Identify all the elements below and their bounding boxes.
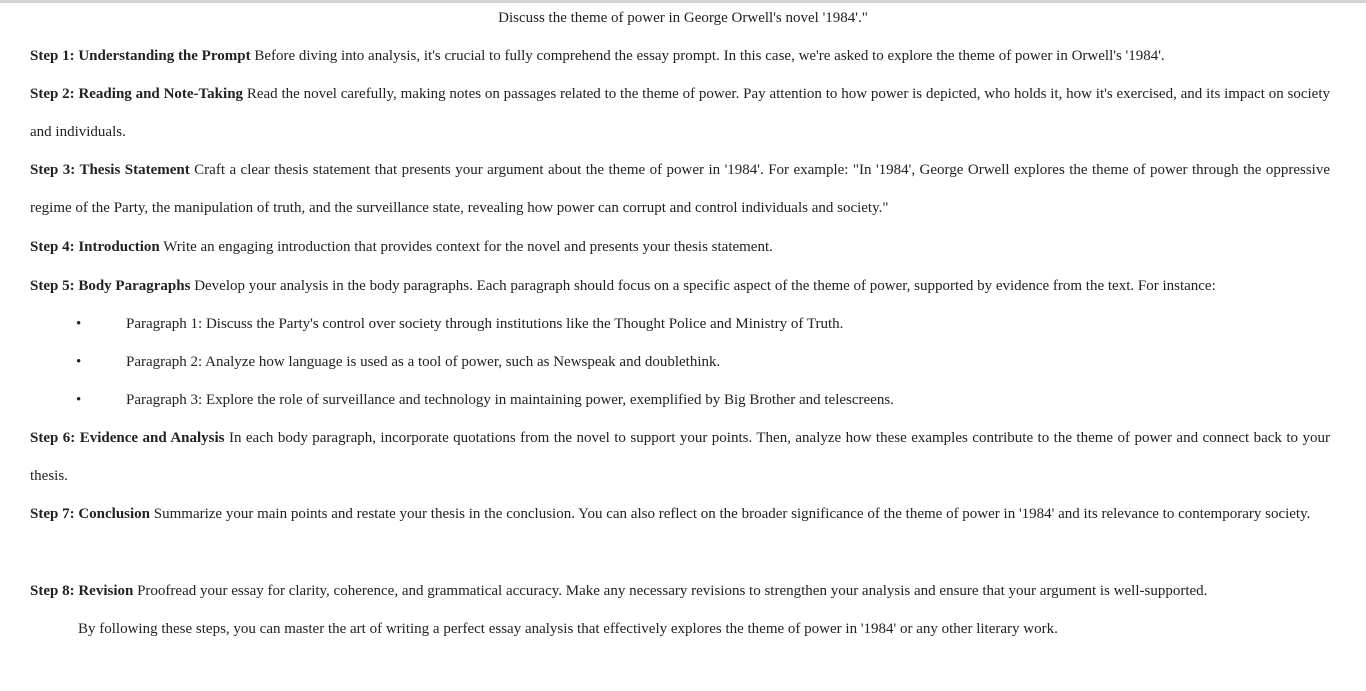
step-5-text: Develop your analysis in the body paragraphs. Each paragraph should focus on a specific aspect of the theme of power, supported by evidence from the text. For instance: <box>190 278 1216 294</box>
bullet-icon: • <box>76 392 82 408</box>
bullet-icon: • <box>76 316 82 332</box>
document-title: Discuss the theme of power in George Orwell's novel '1984'." <box>498 10 868 26</box>
bullet-text: Paragraph 2: Analyze how language is used as a tool of power, such as Newspeak and doublethink. <box>126 354 721 370</box>
step-5-heading: Step 5: Body Paragraphs <box>30 278 191 294</box>
bullet-text: Paragraph 3: Explore the role of surveillance and technology in maintaining power, exemplified by Big Brother and telescreens. <box>126 392 894 408</box>
step-6-text: In each body paragraph, incorporate quotations from the novel to support your points. Then, analyze how these examples contribute to the theme of power and connect back to your thesis. <box>30 430 1330 484</box>
step-3-paragraph <box>30 151 1330 227</box>
step-7-text: Summarize your main points and restate your thesis in the conclusion. You can also reflect on the broader significance of the theme of power in '1984' and its relevance to contemporary society. <box>150 506 1311 522</box>
step-8-heading: Step 8: Revision <box>30 583 134 599</box>
step-2-text: Read the novel carefully, making notes on passages related to the theme of power. Pay attention to how power is depicted, who holds it, how it's exercised, and its impact on society and individuals. <box>30 86 1330 140</box>
step-7-heading: Step 7: Conclusion <box>30 506 151 522</box>
step-6-paragraph <box>30 419 1330 495</box>
step-1-heading: Step 1: Understanding the Prompt <box>30 48 251 64</box>
step-3-heading: Step 3: Thesis Statement <box>30 162 190 178</box>
bullet-text: Paragraph 1: Discuss the Party's control over society through institutions like the Thought Police and Ministry of Truth. <box>126 316 844 332</box>
step-1-text: Before diving into analysis, it's crucial to fully comprehend the essay prompt. In this case, we're asked to explore the theme of power in Orwell's '1984'. <box>250 48 1165 64</box>
step-6-heading: Step 6: Evidence and Analysis <box>30 430 225 446</box>
closing-paragraph: By following these steps, you can master the art of writing a perfect essay analysis that effectively explores the theme of power in '1984' or any other literary work. <box>78 621 1058 637</box>
step-2-heading: Step 2: Reading and Note-Taking <box>30 86 244 102</box>
step-7-paragraph <box>30 495 1330 533</box>
step-2-paragraph <box>30 75 1330 151</box>
step-3-text: Craft a clear thesis statement that presents your argument about the theme of power in '1984'. For example: "In '1984', George Orwell explores the theme of power through the oppressive regime of the Party, the manipulation of truth, and the surveillance state, revealing how power can corrupt and control individuals and society." <box>30 162 1331 216</box>
step-4-heading: Step 4: Introduction <box>30 239 160 255</box>
step-5-paragraph <box>30 267 1330 305</box>
bullet-icon: • <box>76 354 82 370</box>
step-8-text: Proofread your essay for clarity, coherence, and grammatical accuracy. Make any necessary revisions to strengthen your analysis and ensure that your argument is well-supported. <box>133 583 1208 599</box>
step-4-paragraph <box>30 228 1330 266</box>
step-4-text: Write an engaging introduction that provides context for the novel and presents your thesis statement. <box>159 239 773 255</box>
step-8-paragraph <box>30 572 1330 610</box>
step-1-paragraph <box>30 37 1330 75</box>
